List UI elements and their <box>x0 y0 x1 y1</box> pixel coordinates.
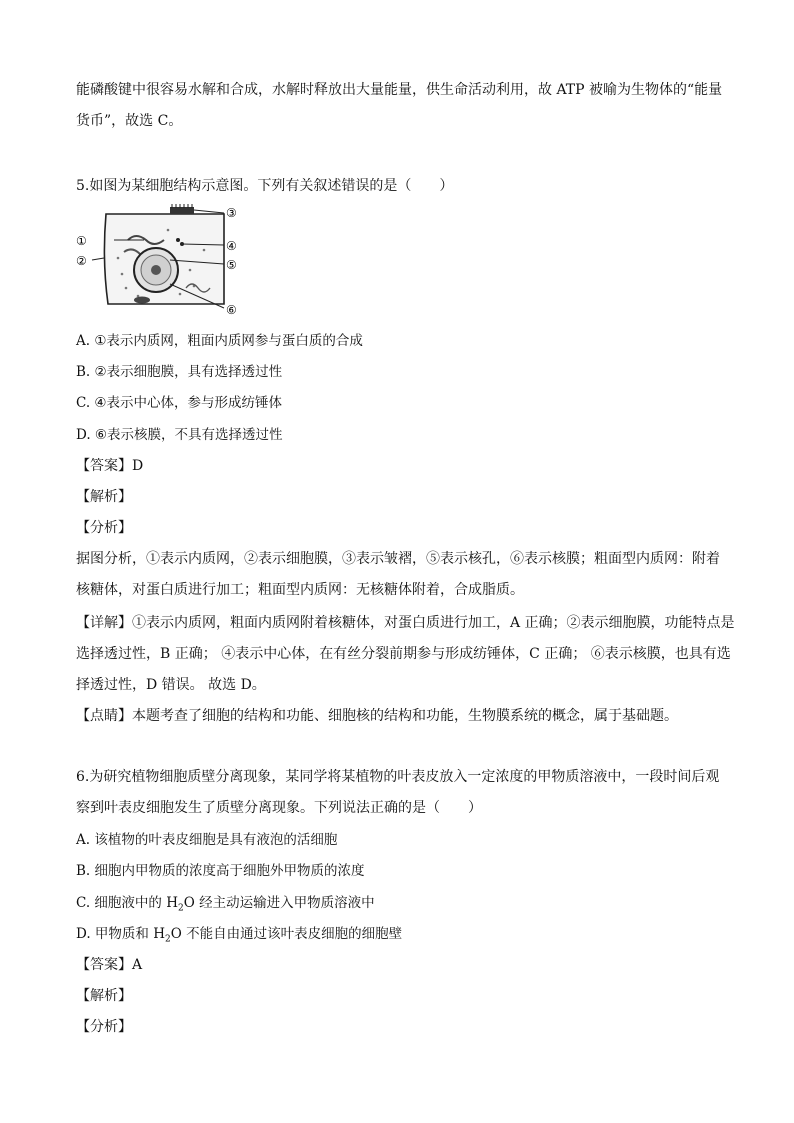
q5-detail-line-1: 【详解】①表示内质网，粗面内质网附着核糖体，对蛋白质进行加工，A 正确；②表示细胞膜，功能特点是 <box>76 615 735 631</box>
q5-option-c: C. ④表示中心体，参与形成纺锤体 <box>76 395 283 411</box>
q6-stem-line-2: 察到叶表皮细胞发生了质壁分离现象。下列说法正确的是（ ） <box>76 800 482 816</box>
q6-option-a: A. 该植物的叶表皮细胞是具有液泡的活细胞 <box>76 832 338 848</box>
q6-option-c-sub: 2 <box>178 903 184 914</box>
q6-option-b: B. 细胞内甲物质的浓度高于细胞外甲物质的浓度 <box>76 863 365 879</box>
diagram-label-1: ① <box>76 234 87 248</box>
diagram-label-4: ④ <box>226 239 237 253</box>
mitochondrion-shape <box>134 297 150 304</box>
diagram-label-3: ③ <box>226 206 237 220</box>
q6-stem-line-1: 6.为研究植物细胞质壁分离现象，某同学将某植物的叶表皮放入一定浓度的甲物质溶液中，一段时间后观 <box>76 769 720 785</box>
q5-detail-line-2: 选择透过性，B 正确； ④表示中心体，在有丝分裂前期参与形成纺锤体，C 正确； ⑥表示核膜，也具有选 <box>76 646 731 662</box>
q6-option-c-pre: C. 细胞液中的 H <box>76 895 178 911</box>
microvilli-shape <box>170 204 194 214</box>
q5-option-d: D. ⑥表示核膜，不具有选择透过性 <box>76 427 283 443</box>
q4-explanation-line-1: 能磷酸键中很容易水解和合成，水解时释放出大量能量，供生命活动利用，故 ATP 被喻为生物体的“能量 <box>76 82 723 98</box>
q6-option-d-sub: 2 <box>165 934 171 945</box>
q5-option-a: A. ①表示内质网，粗面内质网参与蛋白质的合成 <box>76 333 363 349</box>
q5-jiexi-heading: 【解析】 <box>76 489 132 505</box>
q4-explanation-line-2: 货币”，故选 C。 <box>76 113 183 129</box>
q6-option-d-post: O 不能自由通过该叶表皮细胞的细胞壁 <box>170 926 403 942</box>
q5-detail-line-3: 择透过性，D 错误。 故选 D。 <box>76 677 266 693</box>
cell-structure-diagram <box>74 200 244 318</box>
q6-option-d <box>76 924 736 950</box>
q6-fenxi-heading: 【分析】 <box>76 1019 132 1035</box>
q6-option-d-pre: D. 甲物质和 H <box>76 926 165 942</box>
diagram-label-2: ② <box>76 254 87 268</box>
diagram-label-6: ⑥ <box>226 303 237 317</box>
q6-answer: 【答案】A <box>76 957 143 973</box>
q5-comment: 【点睛】本题考查了细胞的结构和功能、细胞核的结构和功能，生物膜系统的概念，属于基础题。 <box>76 708 678 724</box>
q6-option-c-post: O 经主动运输进入甲物质溶液中 <box>183 895 375 911</box>
nucleolus-shape <box>151 265 161 275</box>
q5-answer: 【答案】D <box>76 458 144 474</box>
q6-jiexi-heading: 【解析】 <box>76 988 132 1004</box>
q5-fenxi-heading: 【分析】 <box>76 520 132 536</box>
q5-analysis-line-1: 据图分析，①表示内质网，②表示细胞膜，③表示皱褶，⑤表示核孔，⑥表示核膜；粗面型内质网：附着 <box>76 551 720 567</box>
q5-stem: 5.如图为某细胞结构示意图。下列有关叙述错误的是（ ） <box>76 178 454 194</box>
q6-option-c <box>76 893 736 919</box>
q5-analysis-line-2: 核糖体，对蛋白质进行加工；粗面型内质网：无核糖体附着，合成脂质。 <box>76 582 524 598</box>
q5-option-b: B. ②表示细胞膜，具有选择透过性 <box>76 364 283 380</box>
diagram-label-5: ⑤ <box>226 258 237 272</box>
